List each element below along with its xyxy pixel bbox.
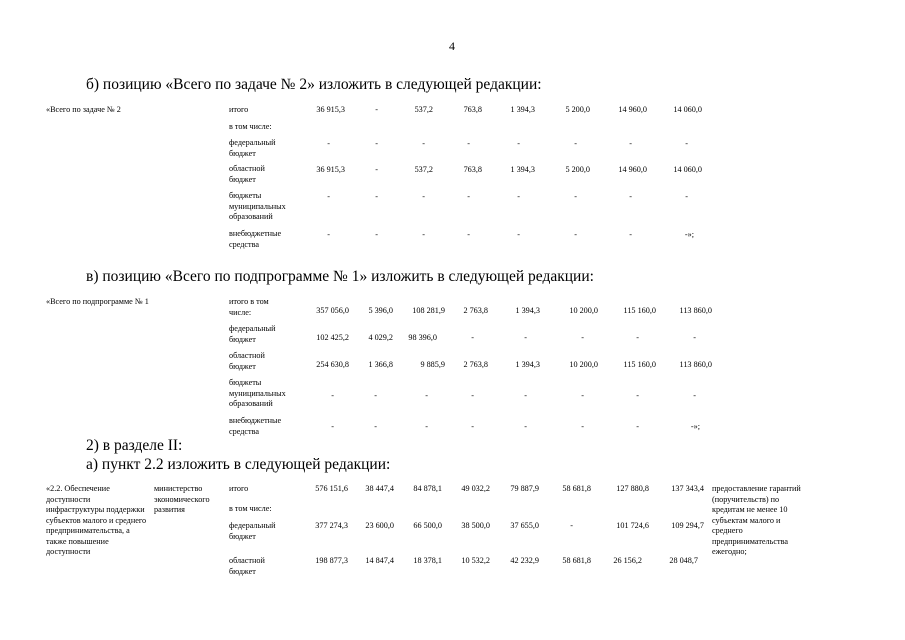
expected-result: предоставление гарантий (поручительств) по кредитам не менее 10 субъектам малого и среднего предпринимательства ежегодно; xyxy=(712,484,801,556)
row-name: итого xyxy=(229,105,249,114)
cell: 537,2 xyxy=(414,105,433,114)
cell: - xyxy=(574,192,577,201)
row-name: бюджеты муниципальных образований xyxy=(229,191,286,221)
executor: министерство экономического развития xyxy=(154,484,210,514)
cell: 14 060,0 xyxy=(673,165,702,174)
cell: - xyxy=(471,422,474,431)
cell: - xyxy=(375,105,378,114)
cell: 5 200,0 xyxy=(565,105,590,114)
cell: 10 532,2 xyxy=(461,556,490,565)
cell: - xyxy=(524,333,527,342)
cell: 28 048,7 xyxy=(669,556,698,565)
cell: - xyxy=(629,230,632,239)
table2-label: «Всего по подпрограмме № 1 xyxy=(46,297,149,306)
cell: 14 847,4 xyxy=(365,556,394,565)
cell: 58 681,8 xyxy=(562,556,591,565)
row-name: федеральный бюджет xyxy=(229,138,276,158)
cell: 14 060,0 xyxy=(673,105,702,114)
cell: 357 056,0 xyxy=(316,306,349,315)
cell: - xyxy=(693,391,696,400)
cell: - xyxy=(471,333,474,342)
cell: - xyxy=(331,391,334,400)
cell: 109 294,7 xyxy=(671,521,704,530)
cell: - xyxy=(517,192,520,201)
cell: 9 885,9 xyxy=(420,360,445,369)
cell: 127 880,8 xyxy=(616,484,649,493)
cell: 18 378,1 xyxy=(413,556,442,565)
cell: - xyxy=(685,139,688,148)
cell: - xyxy=(425,422,428,431)
cell: - xyxy=(374,422,377,431)
cell: - xyxy=(629,139,632,148)
cell: - xyxy=(375,192,378,201)
cell: 49 032,2 xyxy=(461,484,490,493)
cell: 36 915,3 xyxy=(316,105,345,114)
cell: 1 394,3 xyxy=(510,105,535,114)
cell: - xyxy=(422,139,425,148)
cell: 14 960,0 xyxy=(618,105,647,114)
cell: - xyxy=(467,230,470,239)
cell: 4 029,2 xyxy=(368,333,393,342)
heading-v: в) позицию «Всего по подпрограмме № 1» изложить в следующей редакции: xyxy=(86,268,594,285)
cell: 14 960,0 xyxy=(618,165,647,174)
cell: 537,2 xyxy=(414,165,433,174)
row-name: федеральный бюджет xyxy=(229,521,276,541)
cell: - xyxy=(581,391,584,400)
cell: 38 500,0 xyxy=(461,521,490,530)
cell: 1 394,3 xyxy=(515,306,540,315)
page-number: 4 xyxy=(449,39,455,53)
cell: - xyxy=(375,230,378,239)
cell: 5 200,0 xyxy=(565,165,590,174)
cell: 84 878,1 xyxy=(413,484,442,493)
cell: 576 151,6 xyxy=(315,484,348,493)
row-name: итого xyxy=(229,484,249,493)
cell: 377 274,3 xyxy=(315,521,348,530)
row-name: областной бюджет xyxy=(229,351,265,371)
cell: 254 630,8 xyxy=(316,360,349,369)
cell: 198 877,3 xyxy=(315,556,348,565)
cell: - xyxy=(517,139,520,148)
row-name: федеральный бюджет xyxy=(229,324,276,344)
cell: 10 200,0 xyxy=(569,306,598,315)
cell: 1 394,3 xyxy=(515,360,540,369)
cell: 26 156,2 xyxy=(613,556,642,565)
cell: 113 860,0 xyxy=(679,306,712,315)
cell: - xyxy=(581,422,584,431)
cell: - xyxy=(524,391,527,400)
cell: 79 887,9 xyxy=(510,484,539,493)
row-name: итого в том числе: xyxy=(229,297,269,317)
cell: 1 366,8 xyxy=(368,360,393,369)
cell: 36 915,3 xyxy=(316,165,345,174)
table1-label: «Всего по задаче № 2 xyxy=(46,105,121,114)
cell: 5 396,0 xyxy=(368,306,393,315)
cell: - xyxy=(524,422,527,431)
cell: - xyxy=(422,230,425,239)
heading-b: б) позицию «Всего по задаче № 2» изложить в следующей редакции: xyxy=(86,76,542,93)
row-name: областной бюджет xyxy=(229,164,265,184)
cell: - xyxy=(375,165,378,174)
cell: 38 447,4 xyxy=(365,484,394,493)
cell: 108 281,9 xyxy=(412,306,445,315)
cell: - xyxy=(636,333,639,342)
cell: - xyxy=(581,333,584,342)
item-description: «2.2. Обеспечение доступности инфраструктуры поддержки субъектов малого и среднего предпринимательства, а также повышение доступности xyxy=(46,484,147,556)
row-name: в том числе: xyxy=(229,504,272,513)
row-name: в том числе: xyxy=(229,122,272,131)
cell: 10 200,0 xyxy=(569,360,598,369)
cell: - xyxy=(374,391,377,400)
heading-section-2: 2) в разделе II: xyxy=(86,437,183,454)
cell: 113 860,0 xyxy=(679,360,712,369)
cell: 763,8 xyxy=(463,105,482,114)
cell: - xyxy=(517,230,520,239)
cell: - xyxy=(467,139,470,148)
cell: 137 343,4 xyxy=(671,484,704,493)
cell: 37 655,0 xyxy=(510,521,539,530)
cell: - xyxy=(327,230,330,239)
cell: - xyxy=(422,192,425,201)
cell: 42 232,9 xyxy=(510,556,539,565)
cell: - xyxy=(629,192,632,201)
cell: - xyxy=(693,333,696,342)
cell: - xyxy=(467,192,470,201)
cell: 66 500,0 xyxy=(413,521,442,530)
cell: 1 394,3 xyxy=(510,165,535,174)
cell: - xyxy=(331,422,334,431)
cell: - xyxy=(425,391,428,400)
heading-item-a: а) пункт 2.2 изложить в следующей редакции: xyxy=(86,456,391,473)
cell: - xyxy=(471,391,474,400)
cell: 763,8 xyxy=(463,165,482,174)
cell: - xyxy=(574,230,577,239)
row-name: внебюджетные средства xyxy=(229,229,282,249)
cell: 98 396,0 xyxy=(408,333,437,342)
cell: 58 681,8 xyxy=(562,484,591,493)
cell: - xyxy=(685,192,688,201)
cell: 115 160,0 xyxy=(623,360,656,369)
cell: - xyxy=(375,139,378,148)
cell: 2 763,8 xyxy=(463,360,488,369)
cell: -»; xyxy=(690,422,700,431)
cell: - xyxy=(327,192,330,201)
cell: 23 600,0 xyxy=(365,521,394,530)
row-name: бюджеты муниципальных образований xyxy=(229,378,286,408)
cell: 115 160,0 xyxy=(623,306,656,315)
cell: - xyxy=(327,139,330,148)
cell: 101 724,6 xyxy=(616,521,649,530)
row-name: внебюджетные средства xyxy=(229,416,282,436)
cell: - xyxy=(574,139,577,148)
cell: -»; xyxy=(684,230,694,239)
cell: 2 763,8 xyxy=(463,306,488,315)
cell: - xyxy=(570,521,573,530)
row-name: областной бюджет xyxy=(229,556,265,576)
cell: - xyxy=(636,391,639,400)
cell: 102 425,2 xyxy=(316,333,349,342)
cell: - xyxy=(636,422,639,431)
